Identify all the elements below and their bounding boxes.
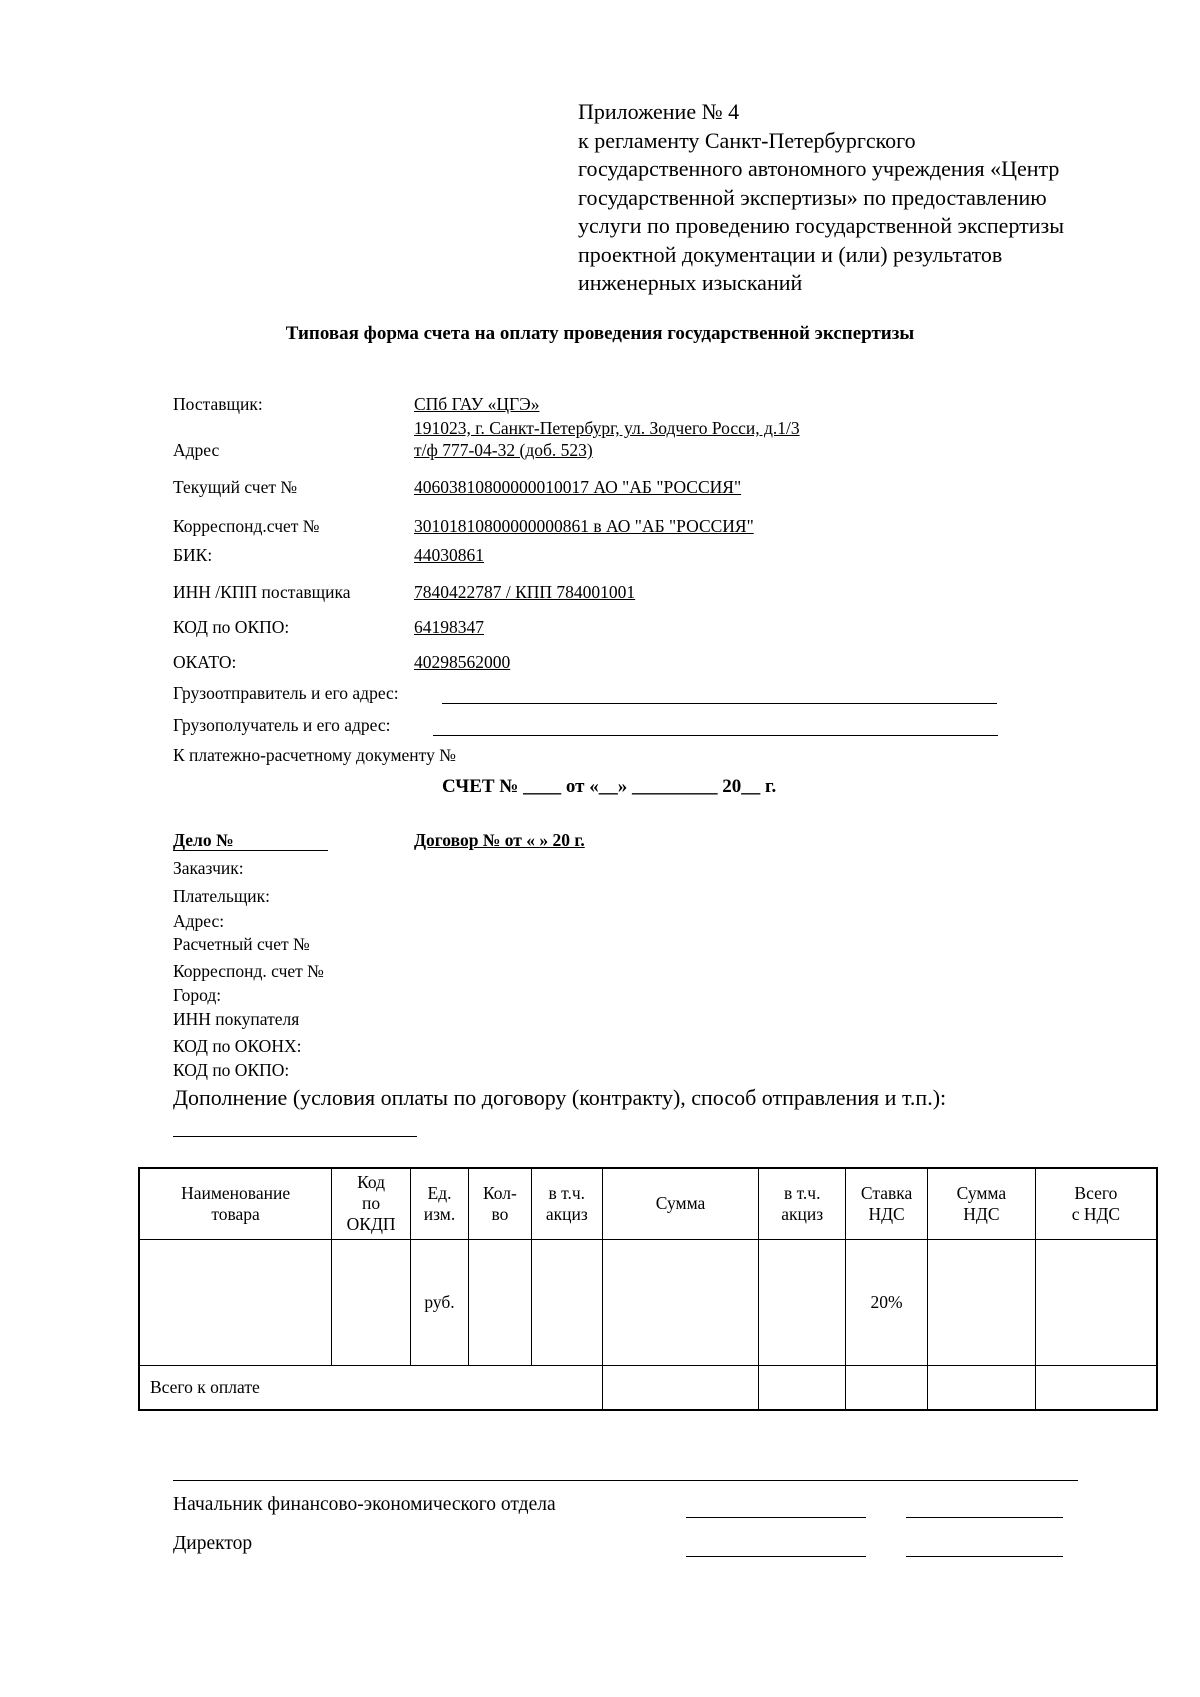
cell	[928, 1365, 1036, 1410]
appendix-line: Приложение № 4	[578, 99, 740, 124]
table-header-row	[139, 1168, 1157, 1239]
goods-table	[138, 1167, 1158, 1411]
table-total-row	[139, 1365, 1157, 1410]
payment-doc-label: К платежно-расчетному документу №	[173, 745, 456, 765]
supplier-phone-value: т/ф 777-04-32 (доб. 523)	[414, 440, 593, 460]
consignee-label: Грузополучатель и его адрес:	[173, 715, 391, 735]
cell-vat-rate: 20%	[846, 1239, 928, 1365]
addition-text: Дополнение (условия оплаты по договору (контракту), способ отправления и т.п.):	[173, 1085, 947, 1110]
director-label: Директор	[173, 1533, 253, 1554]
cell	[531, 1239, 602, 1365]
addition-line	[173, 1136, 417, 1137]
cell	[468, 1239, 531, 1365]
total-label: Всего к оплате	[139, 1365, 602, 1410]
buyer-account-label: Расчетный счет №	[173, 934, 310, 954]
okpo-label: КОД по ОКПО:	[173, 617, 290, 637]
supplier-address-value: 191023, г. Санкт-Петербург, ул. Зодчего Росси, д.1/3	[414, 418, 800, 438]
cell	[602, 1365, 759, 1410]
bik-label: БИК:	[173, 545, 213, 565]
director-name-line	[906, 1556, 1063, 1557]
document-title: Типовая форма счета на оплату проведения государственной экспертизы	[285, 323, 915, 344]
col-header-qty: Кол- во	[468, 1168, 531, 1239]
cell	[602, 1239, 759, 1365]
col-header-excise-2: в т.ч. акциз	[759, 1168, 846, 1239]
cell	[1035, 1239, 1157, 1365]
head-signature-line	[686, 1517, 866, 1518]
head-name-line	[906, 1517, 1063, 1518]
corr-account-value: 30101810800000000861 в АО "АБ "РОССИЯ"	[414, 516, 754, 536]
consignee-line	[433, 735, 998, 736]
buyer-okonh-label: КОД по ОКОНХ:	[173, 1036, 302, 1056]
cell	[1035, 1365, 1157, 1410]
col-header-sum: Сумма	[602, 1168, 759, 1239]
cell	[759, 1239, 846, 1365]
appendix-line: инженерных изысканий	[578, 270, 803, 295]
buyer-corr-account-label: Корреспонд. счет №	[173, 961, 324, 981]
case-label: Дело №	[173, 830, 328, 851]
signature-divider	[173, 1480, 1078, 1481]
appendix-line: к регламенту Санкт-Петербургского	[578, 127, 916, 153]
buyer-inn-label: ИНН покупателя	[173, 1009, 300, 1029]
col-header-vat-rate: Ставка НДС	[846, 1168, 928, 1239]
appendix-line: услуги по проведению государственной экспертизы	[578, 213, 1065, 238]
okpo-value: 64198347	[414, 617, 484, 637]
supplier-label: Поставщик:	[173, 394, 263, 414]
col-header-name: Наименование товара	[139, 1168, 332, 1239]
col-header-excise: в т.ч. акциз	[531, 1168, 602, 1239]
appendix-line: государственного автономного учреждения «Центр	[578, 156, 1060, 181]
shipper-label: Грузоотправитель и его адрес:	[173, 683, 399, 703]
col-header-okdp: Код по ОКДП	[332, 1168, 411, 1239]
buyer-payer-label: Плательщик:	[173, 886, 271, 906]
appendix-line: проектной документации и (или) результатов	[578, 241, 1003, 267]
director-signature-line	[686, 1556, 866, 1557]
bik-value: 44030861	[414, 545, 484, 565]
contract-label: Договор № от « » 20 г.	[414, 830, 585, 850]
shipper-line	[442, 703, 997, 704]
cell	[928, 1239, 1036, 1365]
buyer-okpo-label: КОД по ОКПО:	[173, 1060, 290, 1080]
account-value: 40603810800000010017 АО "АБ "РОССИЯ"	[414, 477, 742, 497]
okato-value: 40298562000	[414, 652, 511, 672]
cell	[759, 1365, 846, 1410]
col-header-unit: Ед. изм.	[411, 1168, 469, 1239]
cell-unit: руб.	[411, 1239, 469, 1365]
col-header-vat-sum: Сумма НДС	[928, 1168, 1036, 1239]
cell	[846, 1365, 928, 1410]
appendix-line: государственной экспертизы» по предоставлению	[578, 184, 1047, 210]
address-label: Адрес	[173, 440, 220, 460]
appendix-note	[578, 98, 1064, 298]
buyer-city-label: Город:	[173, 985, 222, 1005]
inn-value: 7840422787 / КПП 784001001	[414, 582, 636, 602]
head-finance-label: Начальник финансово-экономического отдела	[173, 1494, 556, 1515]
col-header-total-vat: Всего с НДС	[1035, 1168, 1157, 1239]
inn-label: ИНН /КПП поставщика	[173, 582, 351, 602]
supplier-value: СПб ГАУ «ЦГЭ»	[414, 394, 540, 414]
buyer-customer-label: Заказчик:	[173, 858, 244, 878]
buyer-address-label: Адрес:	[173, 911, 225, 931]
cell	[139, 1239, 332, 1365]
corr-account-label: Корреспонд.счет №	[173, 516, 320, 536]
cell	[332, 1239, 411, 1365]
okato-label: ОКАТО:	[173, 652, 237, 672]
table-row	[139, 1239, 1157, 1365]
invoice-title: СЧЕТ № ____ от «__» _________ 20__ г.	[442, 776, 777, 797]
account-label: Текущий счет №	[173, 477, 298, 497]
